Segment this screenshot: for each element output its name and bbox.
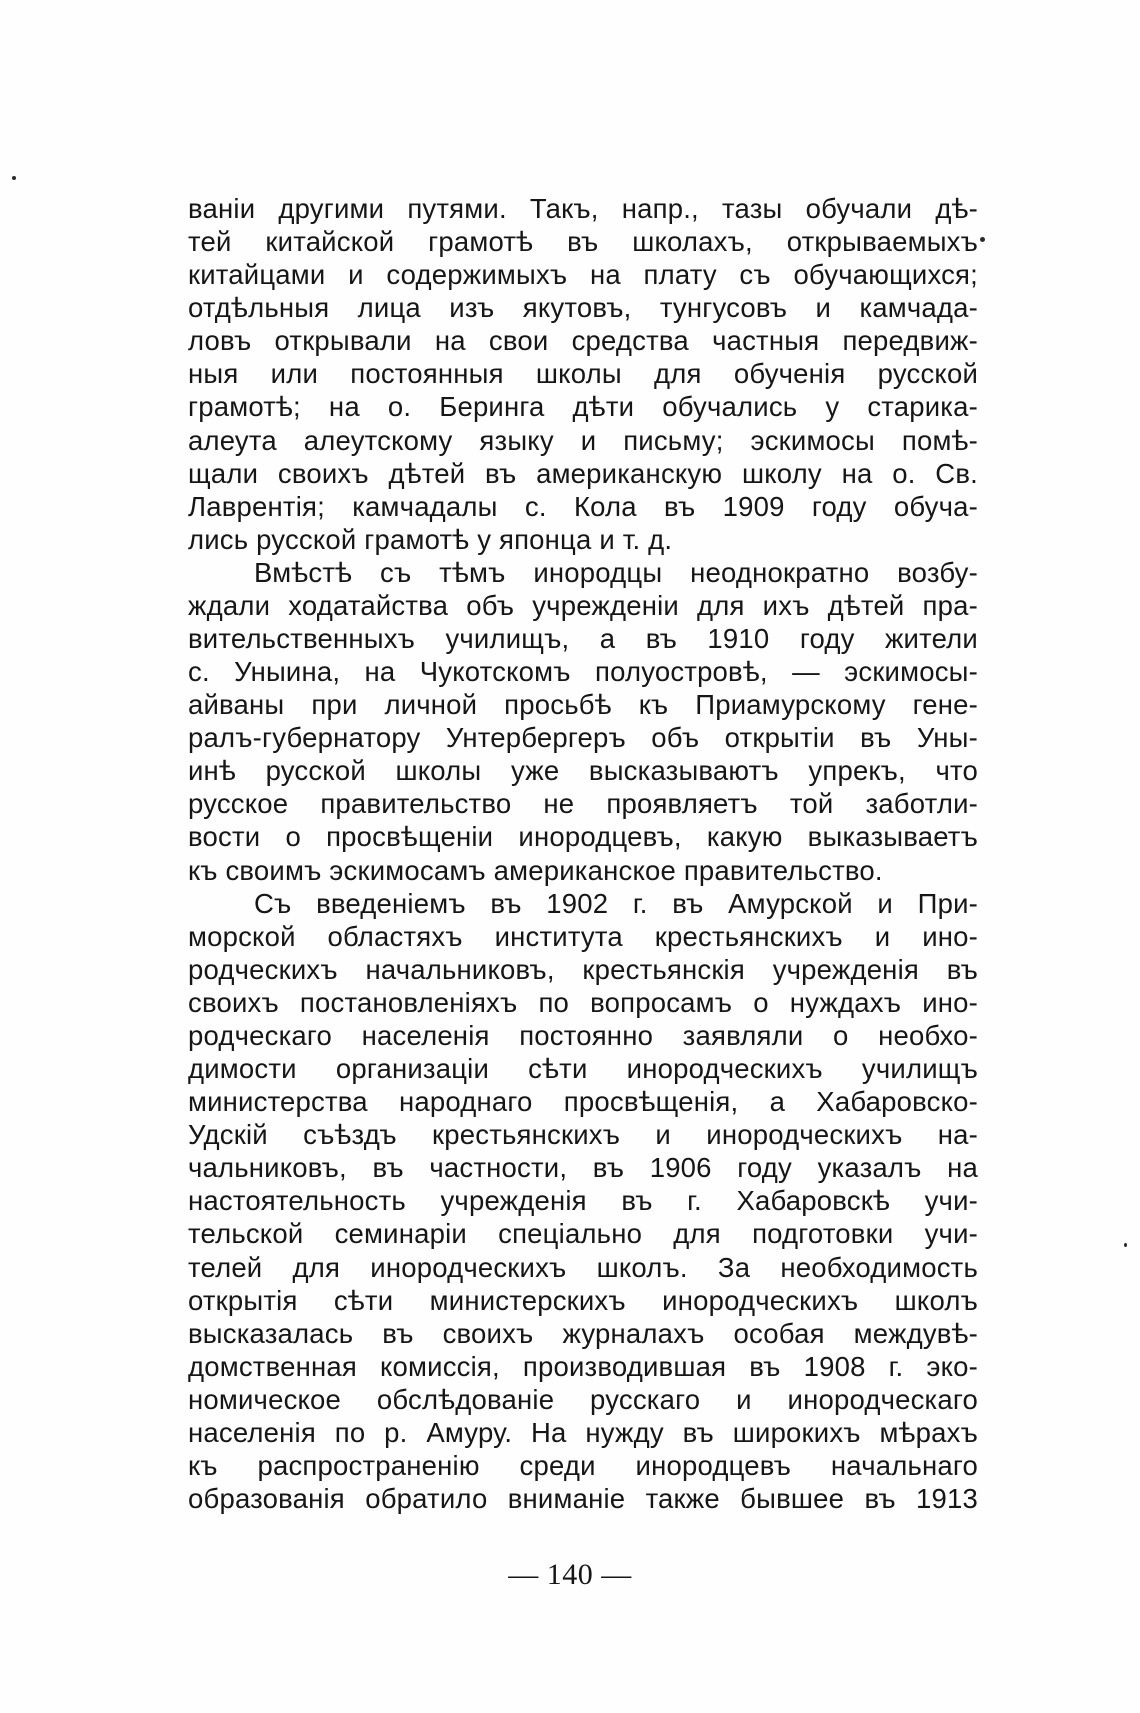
print-speck bbox=[1124, 1243, 1127, 1247]
text-line: айваны при личной просьбѣ къ Приамурскому гене- bbox=[188, 689, 978, 721]
text-line: тей китайской грамотѣ въ школахъ, открываемыхъ bbox=[188, 226, 978, 258]
text-line: чальниковъ, въ частности, въ 1906 году указалъ на bbox=[188, 1152, 978, 1184]
text-line: Удскiй съѣздъ крестьянскихъ и инородческихъ на- bbox=[188, 1119, 978, 1151]
text-line: отдѣльныя лица изъ якутовъ, тунгусовъ и камчада- bbox=[188, 292, 978, 324]
paragraph-start-line: Съ введенiемъ въ 1902 г. въ Амурской и При- bbox=[254, 887, 978, 919]
text-line: вости о просвѣщенiи инородцевъ, какую выказываетъ bbox=[188, 821, 978, 853]
text-line: морской областяхъ института крестьянскихъ и ино- bbox=[188, 920, 978, 952]
text-line: своихъ постановленiяхъ по вопросамъ о нуждахъ ино- bbox=[188, 986, 978, 1018]
text-line: алеута алеутскому языку и письму; эскимосы помѣ- bbox=[188, 424, 978, 456]
text-line: родческаго населенiя постоянно заявляли о необхо- bbox=[188, 1019, 978, 1051]
text-line: инѣ русской школы уже высказываютъ упрекъ, что bbox=[188, 755, 978, 787]
print-speck bbox=[980, 237, 985, 242]
text-line: русское правительство не проявляетъ той заботли- bbox=[188, 788, 978, 820]
body-text bbox=[188, 192, 978, 1515]
page-number: — 140 — bbox=[508, 1558, 632, 1591]
text-line: номическое обслѣдованiе русскаго и инородческаго bbox=[188, 1383, 978, 1415]
text-line: ныя или постоянныя школы для обученiя русской bbox=[188, 358, 978, 390]
text-line: ждали ходатайства объ учрежденiи для ихъ дѣтей пра- bbox=[188, 589, 978, 621]
paragraph-start-line: Вмѣстѣ съ тѣмъ инородцы неоднократно возбу- bbox=[254, 556, 978, 588]
text-line: щали своихъ дѣтей въ американскую школу на о. Св. bbox=[188, 457, 978, 489]
text-line: ванiи другими путями. Такъ, напр., тазы обучали дѣ- bbox=[188, 193, 978, 224]
text-line: телей для инородческихъ школъ. За необходимость bbox=[188, 1251, 978, 1283]
text-line: Лаврентiя; камчадалы с. Кола въ 1909 году обуча- bbox=[188, 490, 978, 522]
text-line: с. Уныина, на Чукотскомъ полуостровѣ, — эскимосы- bbox=[188, 656, 978, 688]
text-line: къ своимъ эскимосамъ американское правительство. bbox=[188, 854, 883, 886]
text-line: лись русской грамотѣ у японца и т. д. bbox=[188, 523, 673, 555]
text-line: ловъ открывали на свои средства частныя передвиж- bbox=[188, 325, 978, 357]
text-line: китайцами и содержимыхъ на плату съ обучающихся; bbox=[188, 259, 978, 291]
text-line: домственная комиссiя, производившая въ 1908 г. эко- bbox=[188, 1350, 978, 1382]
text-line: родческихъ начальниковъ, крестьянскiя учрежденiя въ bbox=[188, 953, 978, 985]
text-line: димости организацiи сѣти инородческихъ училищъ bbox=[188, 1053, 978, 1085]
print-speck bbox=[12, 176, 16, 180]
text-line: тельской семинарiи спецiально для подготовки учи- bbox=[188, 1218, 978, 1250]
text-line: открытiя сѣти министерскихъ инородческихъ школъ bbox=[188, 1284, 978, 1316]
text-line: настоятельность учрежденiя въ г. Хабаровскѣ учи- bbox=[188, 1185, 978, 1217]
text-line: населенiя по р. Амуру. На нужду въ широкихъ мѣрахъ bbox=[188, 1416, 978, 1448]
text-line: ралъ-губернатору Унтербергеръ объ открытiи въ Уны- bbox=[188, 722, 978, 754]
text-line: министерства народнаго просвѣщенiя, а Хабаровско- bbox=[188, 1086, 978, 1118]
text-line: грамотѣ; на о. Беринга дѣти обучались у старика- bbox=[188, 391, 978, 423]
text-line: высказалась въ своихъ журналахъ особая междувѣ- bbox=[188, 1317, 978, 1349]
text-line: къ распространенiю среди инородцевъ начальнаго bbox=[188, 1449, 978, 1481]
text-line: образованiя обратило вниманiе также бывшее въ 1913 bbox=[188, 1483, 978, 1515]
text-line: вительственныхъ училищъ, а въ 1910 году жители bbox=[188, 623, 978, 655]
